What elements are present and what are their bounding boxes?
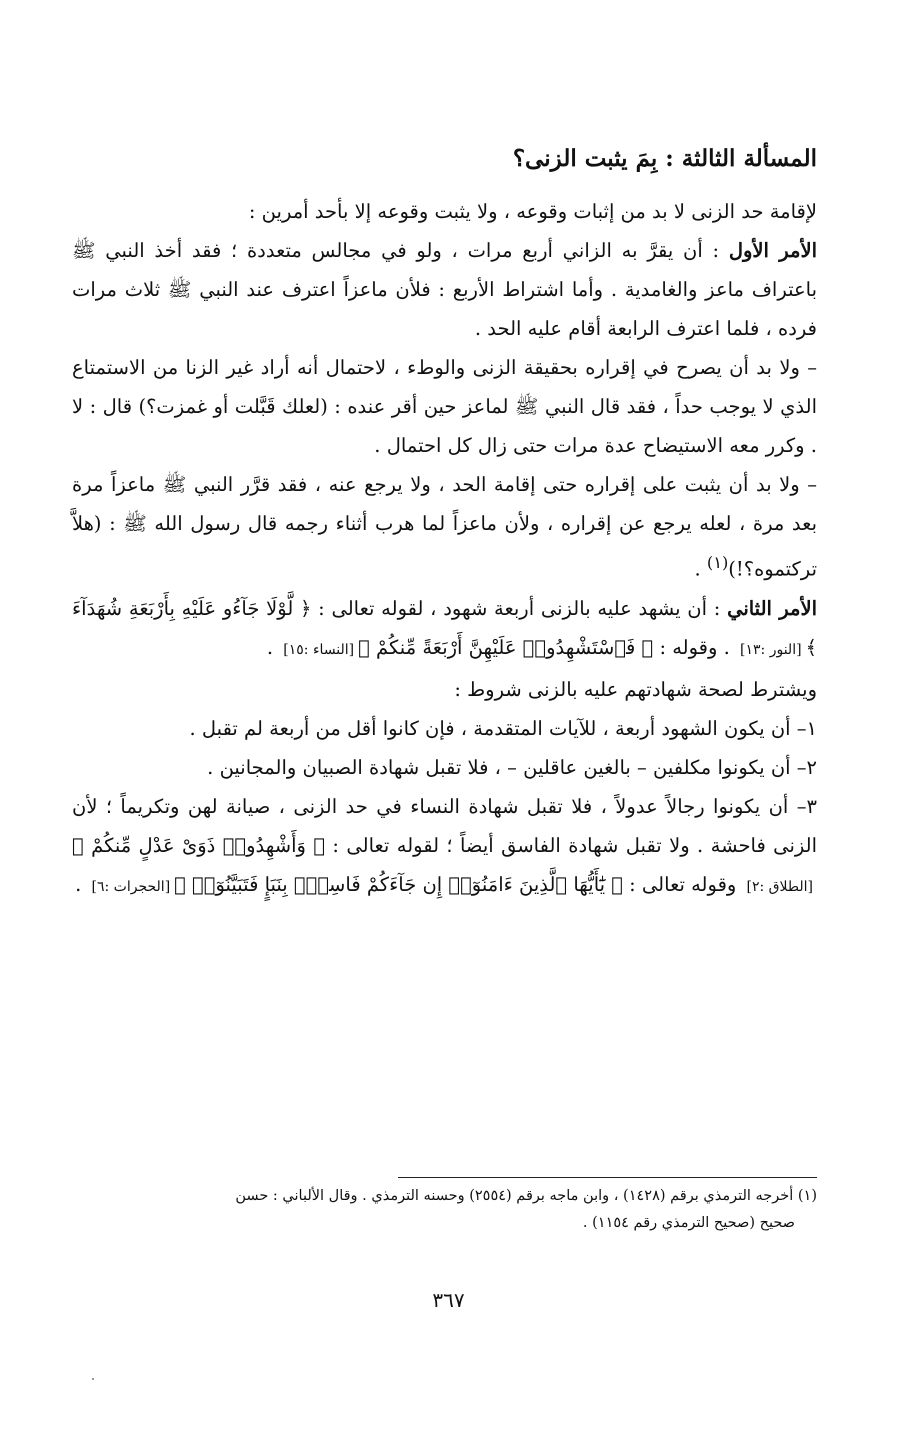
quran-ref-nisa: [النساء :١٥] (283, 641, 355, 658)
paragraph-condition-2 (72, 748, 817, 787)
footnote-marker: (١) (706, 553, 729, 572)
footnote (72, 1183, 817, 1237)
paragraph-conditions-intro (72, 670, 817, 709)
page-body (72, 136, 817, 907)
page-number: ٣٦٧ (432, 1288, 465, 1312)
first-matter-label: الأمر الأول (728, 239, 818, 262)
paragraph-second-matter (72, 589, 817, 670)
paragraph-persist-confession (72, 465, 817, 589)
second-matter-text-c: . (266, 635, 280, 659)
condition-1-text: ١– أن يكون الشهود أربعة ، للآيات المتقدمة ، فإن كانوا أقل من أربعة لم تقبل . (189, 716, 817, 740)
quran-ref-hujurat: [الحجرات :٦] (91, 878, 171, 895)
condition-2-text: ٢– أن يكونوا مكلفين – بالغين عاقلين – ، فلا تقبل شهادة الصبيان والمجانين . (207, 755, 817, 779)
second-matter-text-a: : أن يشهد عليه بالزنى أربعة شهود ، لقوله تعالى : ﴿ لَّوْلَا جَآءُو عَلَيْهِ بِأَرْبَعَةِ شُهَدَآءَ ﴾ (72, 596, 817, 659)
paragraph-intro-text: لإقامة حد الزنى لا بد من إثبات وقوعه ، ولا يثبت وقوعه إلا بأحد أمرين : (248, 200, 817, 223)
paragraph-intro (72, 192, 817, 231)
second-matter-label: الأمر الثاني (727, 596, 817, 620)
paragraph-explicit-confession (72, 348, 817, 465)
footnote-separator (398, 1177, 817, 1178)
paragraph-condition-3 (72, 787, 817, 907)
explicit-confession-text: – ولا بد أن يصرح في إقراره بحقيقة الزنى والوطء ، لاحتمال أنه أراد غير الزنا من الاستمتاع الذي لا يوجب حداً ، فقد قال النبي ﷺ لماعز حين أقر عنده : (لعلك قَبَّلت أو غمزت؟) قال : لا . وكرر معه الاستيضاح عدة مرات حتى زال كل احتمال . (72, 356, 817, 457)
scan-speck (92, 1378, 94, 1380)
second-matter-text-b: . وقوله : ﴿ فَٱسْتَشْهِدُوا۟ عَلَيْهِنَّ أَرْبَعَةً مِّنكُمْ ﴾ (358, 635, 737, 659)
persist-confession-text: – ولا بد أن يثبت على إقراره حتى إقامة الحد ، ولا يرجع عنه ، فقد قرَّر النبي ﷺ ماعزاً مرة بعد مرة ، لعله يرجع عن إقراره ، ولأن ماعزاً لما هرب أثناء رجمه قال رسول الله ﷺ : (هلاَّ تركتموه؟!) (72, 473, 817, 581)
footnote-line-1: (١) أخرجه الترمذي برقم (١٤٢٨) ، وابن ماجه برقم (٢٥٥٤) وحسنه الترمذي . وقال الألباني : حسن (235, 1188, 817, 1204)
paragraph-condition-1 (72, 709, 817, 748)
quran-ref-nur: [النور :١٣] (740, 641, 802, 658)
condition-3-text-b: وقوله تعالى : ﴿ يَٰٓأَيُّهَا ٱلَّذِينَ ءَامَنُوٓا۟ إِن جَآءَكُمْ فَاسِقٌۢ بِنَبَإٍ فَتَبَيَّنُوٓا۟ ﴾ (174, 872, 743, 896)
section-heading: المسألة الثالثة : بِمَ يثبت الزنى؟ (512, 145, 817, 172)
condition-3-text-a: ٣– أن يكونوا رجالاً عدولاً ، فلا تقبل شهادة النساء في حد الزنى ، صيانة لهن وتكريماً ؛ لأن الزنى فاحشة . ولا تقبل شهادة الفاسق أيضاً ؛ لقوله تعالى : ﴿ وَأَشْهِدُوا۟ ذَوَىْ عَدْلٍ مِّنكُمْ ﴾ (72, 794, 817, 857)
quran-ref-talaq: [الطلاق :٢] (746, 878, 813, 895)
conditions-intro-text: ويشترط لصحة شهادتهم عليه بالزنى شروط : (454, 677, 817, 701)
persist-confession-end: . (694, 557, 707, 581)
condition-3-text-c: . (75, 872, 88, 896)
paragraph-first-matter (72, 231, 817, 348)
first-matter-text: : أن يقرَّ به الزاني أربع مرات ، ولو في مجالس متعددة ؛ فقد أخذ النبي ﷺ باعتراف ماعز والغامدية . وأما اشتراط الأربع : فلأن ماعزاً اعترف عند النبي ﷺ ثلاث مرات فرده ، فلما اعترف الرابعة أقام عليه الحد . (72, 239, 817, 340)
footnote-line-2: صحيح (صحيح الترمذي رقم ١١٥٤) . (582, 1215, 795, 1231)
